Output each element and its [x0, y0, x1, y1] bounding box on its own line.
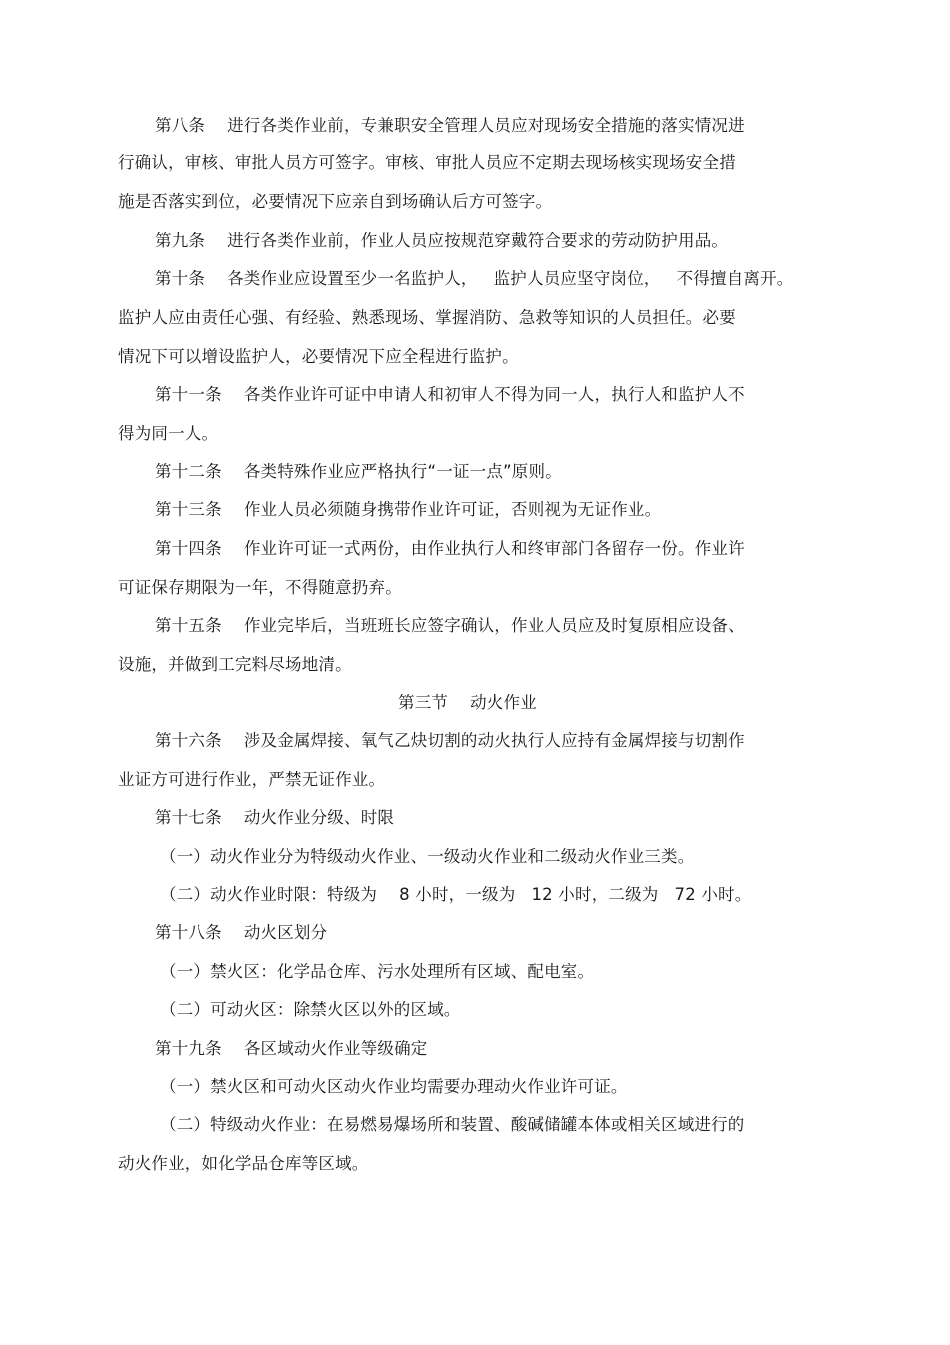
- article-number: 第十四条: [155, 539, 222, 558]
- article-8-line-2: 行确认，审核、审批人员方可签字。审核、审批人员应不定期去现场核实现场安全措: [118, 153, 736, 172]
- article-19-line-1: [155, 1037, 428, 1061]
- article-10-line-3: 情况下可以增设监护人，必要情况下应全程进行监护。: [118, 347, 519, 366]
- section-heading: [398, 691, 537, 715]
- article-15-line-2: 设施，并做到工完料尽场地清。: [118, 655, 352, 674]
- item-text: 8 小时，一级为: [399, 885, 516, 904]
- article-14-line-1: [155, 537, 745, 561]
- article-13-line-1: [155, 498, 661, 522]
- article-text: 各区域动火作业等级确定: [243, 1039, 428, 1058]
- article-17-line-1: [155, 806, 394, 830]
- article-number: 第十八条: [155, 923, 222, 942]
- item-text: （二）动火作业时限：特级为: [160, 885, 378, 904]
- article-19-item-2-line-2: 动火作业，如化学品仓库等区域。: [118, 1154, 369, 1173]
- article-text: 进行各类作业前，专兼职安全管理人员应对现场安全措施的落实情况进: [227, 116, 745, 135]
- article-11-line-1: [155, 383, 745, 407]
- article-number: 第九条: [155, 231, 206, 250]
- article-11-line-2: 得为同一人。: [118, 424, 219, 443]
- article-19-item-1: （一）禁火区和可动火区动火作业均需要办理动火作业许可证。: [160, 1077, 628, 1096]
- article-18-item-1: （一）禁火区：化学品仓库、污水处理所有区域、配电室。: [160, 962, 595, 981]
- article-number: 第十条: [155, 269, 206, 288]
- article-17-item-2: [160, 883, 751, 907]
- article-9-line-1: [155, 229, 728, 253]
- article-16-line-1: [155, 729, 745, 753]
- article-14-line-2: 可证保存期限为一年，不得随意扔弃。: [118, 578, 402, 597]
- article-number: 第十三条: [155, 500, 222, 519]
- article-number: 第十二条: [155, 462, 222, 481]
- article-15-line-1: [155, 614, 745, 638]
- article-text: 各类特殊作业应严格执行“一证一点”原则。: [243, 462, 562, 481]
- article-number: 第八条: [155, 116, 206, 135]
- article-text: 动火作业分级、时限: [243, 808, 395, 827]
- article-number: 第十一条: [155, 385, 222, 404]
- article-number: 第十六条: [155, 731, 222, 750]
- article-text: 不得擅自离开。: [676, 269, 794, 288]
- item-text: 12 小时，二级为: [531, 885, 659, 904]
- article-number: 第十九条: [155, 1039, 222, 1058]
- article-text: 各类作业许可证中申请人和初审人不得为同一人，执行人和监护人不: [243, 385, 745, 404]
- section-title: 动火作业: [470, 693, 537, 712]
- article-text: 监护人员应坚守岗位，: [493, 269, 661, 288]
- article-text: 进行各类作业前，作业人员应按规范穿戴符合要求的劳动防护用品。: [227, 231, 729, 250]
- article-number: 第十五条: [155, 616, 222, 635]
- article-number: 第十七条: [155, 808, 222, 827]
- item-text: 72 小时。: [674, 885, 752, 904]
- article-8-line-1: [155, 114, 745, 138]
- article-16-line-2: 业证方可进行作业，严禁无证作业。: [118, 770, 386, 789]
- article-19-item-2-line-1: （二）特级动火作业：在易燃易爆场所和装置、酸碱储罐本体或相关区域进行的: [160, 1115, 745, 1134]
- article-8-line-3: 施是否落实到位，必要情况下应亲自到场确认后方可签字。: [118, 192, 553, 211]
- article-text: 作业人员必须随身携带作业许可证，否则视为无证作业。: [243, 500, 662, 519]
- article-text: 作业完毕后，当班班长应签字确认，作业人员应及时复原相应设备、: [243, 616, 745, 635]
- article-18-line-1: [155, 921, 327, 945]
- article-text: 涉及金属焊接、氧气乙炔切割的动火执行人应持有金属焊接与切割作: [243, 731, 745, 750]
- article-text: 各类作业应设置至少一名监护人，: [227, 269, 478, 288]
- article-12-line-1: [155, 460, 562, 484]
- article-10-line-1: [155, 267, 794, 291]
- article-text: 作业许可证一式两份，由作业执行人和终审部门各留存一份。作业许: [243, 539, 745, 558]
- article-10-line-2: 监护人应由责任心强、有经验、熟悉现场、掌握消防、急救等知识的人员担任。必要: [118, 308, 736, 327]
- section-number: 第三节: [398, 693, 449, 712]
- article-text: 动火区划分: [243, 923, 328, 942]
- article-17-item-1: （一）动火作业分为特级动火作业、一级动火作业和二级动火作业三类。: [160, 847, 695, 866]
- article-18-item-2: （二）可动火区：除禁火区以外的区域。: [160, 1000, 461, 1019]
